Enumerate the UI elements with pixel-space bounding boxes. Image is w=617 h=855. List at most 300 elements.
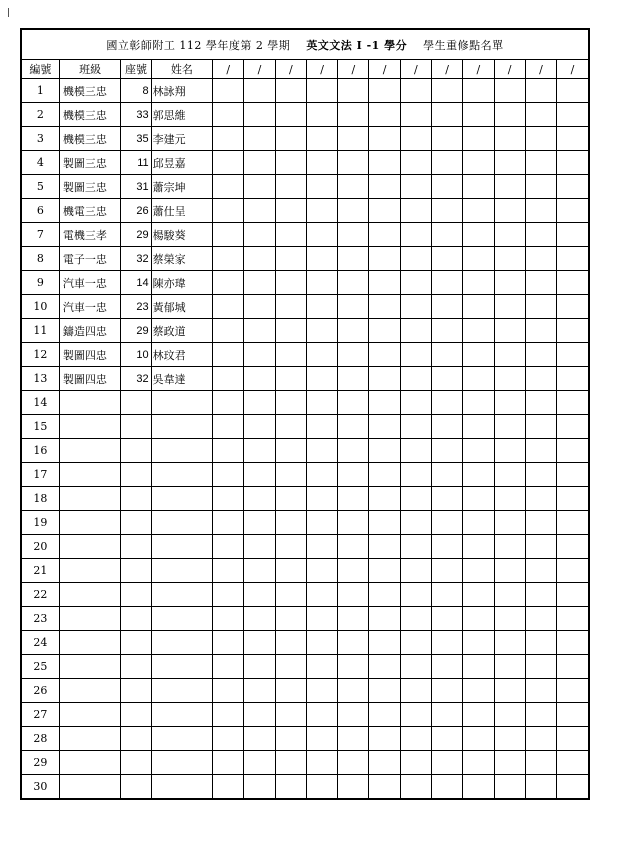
attendance-cell — [338, 559, 369, 583]
attendance-cell — [213, 79, 244, 103]
attendance-cell — [525, 319, 556, 343]
attendance-cell — [557, 703, 589, 727]
attendance-cell — [306, 559, 337, 583]
attendance-cell — [463, 775, 494, 800]
attendance-cell — [494, 247, 525, 271]
attendance-cell — [213, 631, 244, 655]
title-list-name: 學生重修點名單 — [423, 38, 504, 52]
attendance-cell — [557, 295, 589, 319]
attendance-cell — [306, 319, 337, 343]
attendance-cell — [494, 679, 525, 703]
attendance-cell — [369, 79, 400, 103]
attendance-cell — [213, 535, 244, 559]
attendance-cell — [463, 727, 494, 751]
attendance-cell — [432, 751, 463, 775]
attendance-cell — [557, 175, 589, 199]
attendance-cell — [244, 343, 275, 367]
attendance-cell — [557, 511, 589, 535]
attendance-cell — [432, 583, 463, 607]
attendance-cell — [306, 775, 337, 800]
table-row — [21, 103, 589, 127]
row-class: 電子一忠 — [59, 247, 121, 271]
attendance-cell — [338, 775, 369, 800]
attendance-cell — [432, 295, 463, 319]
attendance-cell — [369, 223, 400, 247]
attendance-cell — [400, 151, 431, 175]
attendance-cell — [557, 271, 589, 295]
attendance-cell — [275, 295, 306, 319]
row-number: 26 — [21, 679, 59, 703]
attendance-cell — [463, 703, 494, 727]
row-class: 汽車一忠 — [59, 295, 121, 319]
header-date-slot: / — [525, 60, 556, 79]
attendance-cell — [275, 151, 306, 175]
attendance-cell — [463, 103, 494, 127]
attendance-cell — [213, 775, 244, 800]
header-row — [21, 60, 589, 79]
attendance-cell — [244, 151, 275, 175]
row-seat — [121, 391, 151, 415]
attendance-cell — [400, 679, 431, 703]
row-class: 機電三忠 — [59, 199, 121, 223]
attendance-cell — [244, 367, 275, 391]
attendance-cell — [525, 415, 556, 439]
attendance-cell — [306, 439, 337, 463]
table-row — [21, 655, 589, 679]
attendance-cell — [463, 535, 494, 559]
attendance-cell — [432, 343, 463, 367]
row-class: 電機三孝 — [59, 223, 121, 247]
row-name: 黃郁城 — [151, 295, 213, 319]
header-number: 編號 — [21, 60, 59, 79]
attendance-cell — [338, 703, 369, 727]
attendance-cell — [525, 367, 556, 391]
row-class — [59, 631, 121, 655]
row-number: 23 — [21, 607, 59, 631]
attendance-cell — [557, 343, 589, 367]
row-number: 13 — [21, 367, 59, 391]
attendance-cell — [525, 631, 556, 655]
row-seat — [121, 679, 151, 703]
attendance-cell — [369, 775, 400, 800]
attendance-cell — [463, 511, 494, 535]
attendance-cell — [369, 751, 400, 775]
attendance-cell — [400, 607, 431, 631]
attendance-cell — [213, 367, 244, 391]
table-row — [21, 127, 589, 151]
row-number: 27 — [21, 703, 59, 727]
attendance-cell — [463, 319, 494, 343]
attendance-cell — [400, 247, 431, 271]
attendance-cell — [525, 295, 556, 319]
attendance-cell — [213, 415, 244, 439]
row-name — [151, 679, 213, 703]
header-class: 班級 — [59, 60, 121, 79]
table-row — [21, 535, 589, 559]
attendance-cell — [369, 199, 400, 223]
row-name — [151, 415, 213, 439]
attendance-cell — [557, 583, 589, 607]
attendance-cell — [432, 103, 463, 127]
table-row — [21, 775, 589, 800]
attendance-cell — [369, 535, 400, 559]
attendance-cell — [275, 487, 306, 511]
attendance-cell — [494, 343, 525, 367]
attendance-cell — [213, 319, 244, 343]
attendance-cell — [275, 103, 306, 127]
attendance-cell — [244, 319, 275, 343]
attendance-cell — [275, 199, 306, 223]
row-class — [59, 559, 121, 583]
table-row — [21, 679, 589, 703]
attendance-cell — [275, 463, 306, 487]
attendance-cell — [338, 223, 369, 247]
attendance-cell — [432, 775, 463, 800]
row-seat: 11 — [121, 151, 151, 175]
row-number: 30 — [21, 775, 59, 800]
row-name: 邱昱嘉 — [151, 151, 213, 175]
header-date-slot: / — [213, 60, 244, 79]
row-class — [59, 655, 121, 679]
row-number: 17 — [21, 463, 59, 487]
attendance-cell — [306, 367, 337, 391]
attendance-cell — [557, 319, 589, 343]
attendance-cell — [306, 151, 337, 175]
row-number: 3 — [21, 127, 59, 151]
attendance-cell — [338, 391, 369, 415]
attendance-cell — [244, 655, 275, 679]
attendance-cell — [463, 391, 494, 415]
attendance-cell — [306, 535, 337, 559]
attendance-cell — [557, 655, 589, 679]
attendance-cell — [369, 607, 400, 631]
attendance-cell — [463, 247, 494, 271]
table-row — [21, 367, 589, 391]
roster-sheet — [20, 28, 590, 800]
row-name — [151, 631, 213, 655]
row-number: 16 — [21, 439, 59, 463]
attendance-cell — [213, 487, 244, 511]
attendance-cell — [557, 679, 589, 703]
attendance-cell — [338, 607, 369, 631]
row-seat: 35 — [121, 127, 151, 151]
attendance-cell — [275, 223, 306, 247]
row-number: 15 — [21, 415, 59, 439]
attendance-cell — [463, 655, 494, 679]
attendance-cell — [525, 199, 556, 223]
table-row — [21, 751, 589, 775]
attendance-cell — [213, 199, 244, 223]
row-name — [151, 607, 213, 631]
attendance-cell — [400, 463, 431, 487]
attendance-cell — [338, 367, 369, 391]
attendance-cell — [494, 415, 525, 439]
row-number: 11 — [21, 319, 59, 343]
title-course: 英文文法 I -1 學分 — [306, 38, 408, 52]
attendance-cell — [275, 175, 306, 199]
row-name — [151, 487, 213, 511]
attendance-cell — [494, 727, 525, 751]
attendance-cell — [400, 415, 431, 439]
attendance-cell — [432, 535, 463, 559]
attendance-cell — [525, 391, 556, 415]
attendance-cell — [494, 511, 525, 535]
attendance-cell — [306, 463, 337, 487]
attendance-cell — [432, 367, 463, 391]
table-row — [21, 631, 589, 655]
row-name — [151, 391, 213, 415]
attendance-cell — [213, 439, 244, 463]
attendance-cell — [525, 127, 556, 151]
attendance-cell — [557, 103, 589, 127]
row-number: 20 — [21, 535, 59, 559]
attendance-cell — [369, 487, 400, 511]
title-row — [21, 29, 589, 60]
table-row — [21, 559, 589, 583]
attendance-cell — [432, 127, 463, 151]
attendance-cell — [369, 727, 400, 751]
row-number: 19 — [21, 511, 59, 535]
attendance-cell — [494, 535, 525, 559]
attendance-cell — [525, 751, 556, 775]
row-number: 7 — [21, 223, 59, 247]
table-row — [21, 487, 589, 511]
attendance-cell — [369, 631, 400, 655]
row-class: 製圖四忠 — [59, 367, 121, 391]
attendance-cell — [494, 751, 525, 775]
attendance-cell — [244, 703, 275, 727]
attendance-cell — [244, 103, 275, 127]
attendance-cell — [244, 511, 275, 535]
corner-tick-mark — [8, 8, 9, 17]
attendance-cell — [463, 439, 494, 463]
attendance-cell — [213, 127, 244, 151]
attendance-cell — [463, 151, 494, 175]
attendance-cell — [213, 295, 244, 319]
attendance-cell — [275, 319, 306, 343]
row-seat — [121, 559, 151, 583]
header-date-slot: / — [338, 60, 369, 79]
attendance-cell — [463, 79, 494, 103]
attendance-cell — [463, 583, 494, 607]
row-name: 蔡政道 — [151, 319, 213, 343]
row-name — [151, 463, 213, 487]
attendance-cell — [463, 607, 494, 631]
attendance-cell — [557, 631, 589, 655]
attendance-cell — [525, 439, 556, 463]
attendance-cell — [244, 463, 275, 487]
header-date-slot: / — [494, 60, 525, 79]
row-number: 6 — [21, 199, 59, 223]
row-number: 10 — [21, 295, 59, 319]
header-name: 姓名 — [151, 60, 213, 79]
row-number: 4 — [21, 151, 59, 175]
attendance-cell — [213, 607, 244, 631]
attendance-cell — [557, 223, 589, 247]
attendance-cell — [400, 775, 431, 800]
attendance-cell — [525, 679, 556, 703]
attendance-cell — [338, 151, 369, 175]
attendance-cell — [400, 751, 431, 775]
attendance-cell — [432, 487, 463, 511]
attendance-cell — [338, 103, 369, 127]
attendance-cell — [275, 583, 306, 607]
attendance-cell — [213, 583, 244, 607]
attendance-cell — [432, 655, 463, 679]
attendance-cell — [494, 439, 525, 463]
attendance-cell — [275, 703, 306, 727]
attendance-cell — [557, 751, 589, 775]
attendance-cell — [494, 391, 525, 415]
row-class — [59, 415, 121, 439]
attendance-cell — [338, 655, 369, 679]
row-seat — [121, 511, 151, 535]
attendance-cell — [525, 79, 556, 103]
attendance-cell — [494, 631, 525, 655]
table-row — [21, 223, 589, 247]
attendance-cell — [400, 199, 431, 223]
header-date-slot: / — [369, 60, 400, 79]
attendance-cell — [275, 631, 306, 655]
attendance-cell — [525, 247, 556, 271]
attendance-cell — [557, 79, 589, 103]
attendance-cell — [432, 607, 463, 631]
attendance-cell — [494, 103, 525, 127]
row-name: 郭思維 — [151, 103, 213, 127]
header-date-slot: / — [400, 60, 431, 79]
attendance-cell — [369, 583, 400, 607]
attendance-cell — [525, 463, 556, 487]
attendance-cell — [463, 175, 494, 199]
attendance-cell — [306, 271, 337, 295]
title-school-term: 國立彰師附工 112 學年度第 2 學期 — [106, 38, 291, 52]
attendance-cell — [494, 271, 525, 295]
attendance-cell — [306, 175, 337, 199]
attendance-cell — [213, 271, 244, 295]
table-row — [21, 511, 589, 535]
attendance-cell — [306, 415, 337, 439]
attendance-cell — [306, 631, 337, 655]
table-row — [21, 415, 589, 439]
row-seat — [121, 751, 151, 775]
attendance-cell — [338, 583, 369, 607]
attendance-cell — [400, 655, 431, 679]
attendance-cell — [244, 79, 275, 103]
attendance-cell — [369, 703, 400, 727]
row-seat: 23 — [121, 295, 151, 319]
attendance-cell — [557, 487, 589, 511]
row-name: 蕭仕呈 — [151, 199, 213, 223]
attendance-cell — [432, 439, 463, 463]
attendance-cell — [463, 751, 494, 775]
attendance-cell — [213, 223, 244, 247]
row-class: 機模三忠 — [59, 127, 121, 151]
attendance-cell — [525, 151, 556, 175]
attendance-cell — [306, 487, 337, 511]
table-row — [21, 295, 589, 319]
attendance-cell — [557, 607, 589, 631]
attendance-cell — [525, 607, 556, 631]
attendance-cell — [244, 175, 275, 199]
attendance-cell — [400, 559, 431, 583]
attendance-cell — [275, 79, 306, 103]
attendance-cell — [338, 199, 369, 223]
attendance-cell — [463, 127, 494, 151]
attendance-cell — [557, 415, 589, 439]
attendance-cell — [244, 439, 275, 463]
attendance-cell — [244, 127, 275, 151]
row-name: 楊駿葵 — [151, 223, 213, 247]
attendance-cell — [432, 319, 463, 343]
attendance-cell — [400, 79, 431, 103]
attendance-cell — [338, 319, 369, 343]
attendance-cell — [244, 247, 275, 271]
attendance-cell — [525, 583, 556, 607]
attendance-cell — [557, 439, 589, 463]
attendance-cell — [432, 559, 463, 583]
attendance-cell — [369, 103, 400, 127]
row-class: 機模三忠 — [59, 103, 121, 127]
attendance-cell — [432, 703, 463, 727]
row-class — [59, 703, 121, 727]
attendance-cell — [557, 559, 589, 583]
table-row — [21, 703, 589, 727]
attendance-cell — [557, 247, 589, 271]
attendance-cell — [494, 127, 525, 151]
row-seat — [121, 727, 151, 751]
attendance-cell — [338, 679, 369, 703]
row-seat — [121, 655, 151, 679]
row-number: 18 — [21, 487, 59, 511]
row-seat — [121, 535, 151, 559]
attendance-cell — [400, 535, 431, 559]
row-name — [151, 511, 213, 535]
row-class — [59, 679, 121, 703]
row-name — [151, 727, 213, 751]
attendance-cell — [338, 247, 369, 271]
attendance-cell — [275, 655, 306, 679]
attendance-cell — [369, 391, 400, 415]
attendance-cell — [463, 295, 494, 319]
attendance-cell — [338, 343, 369, 367]
attendance-cell — [306, 199, 337, 223]
attendance-cell — [525, 775, 556, 800]
row-seat: 10 — [121, 343, 151, 367]
attendance-cell — [400, 367, 431, 391]
row-seat: 32 — [121, 367, 151, 391]
attendance-cell — [494, 223, 525, 247]
row-class: 製圖三忠 — [59, 175, 121, 199]
attendance-cell — [400, 223, 431, 247]
row-number: 5 — [21, 175, 59, 199]
attendance-cell — [463, 415, 494, 439]
attendance-cell — [494, 583, 525, 607]
row-name — [151, 439, 213, 463]
table-row — [21, 271, 589, 295]
attendance-cell — [494, 175, 525, 199]
attendance-cell — [369, 343, 400, 367]
attendance-cell — [525, 703, 556, 727]
attendance-cell — [463, 223, 494, 247]
attendance-cell — [557, 535, 589, 559]
attendance-cell — [525, 271, 556, 295]
attendance-cell — [306, 583, 337, 607]
attendance-cell — [244, 199, 275, 223]
row-name: 林玟君 — [151, 343, 213, 367]
attendance-cell — [525, 103, 556, 127]
attendance-cell — [494, 199, 525, 223]
attendance-cell — [306, 223, 337, 247]
